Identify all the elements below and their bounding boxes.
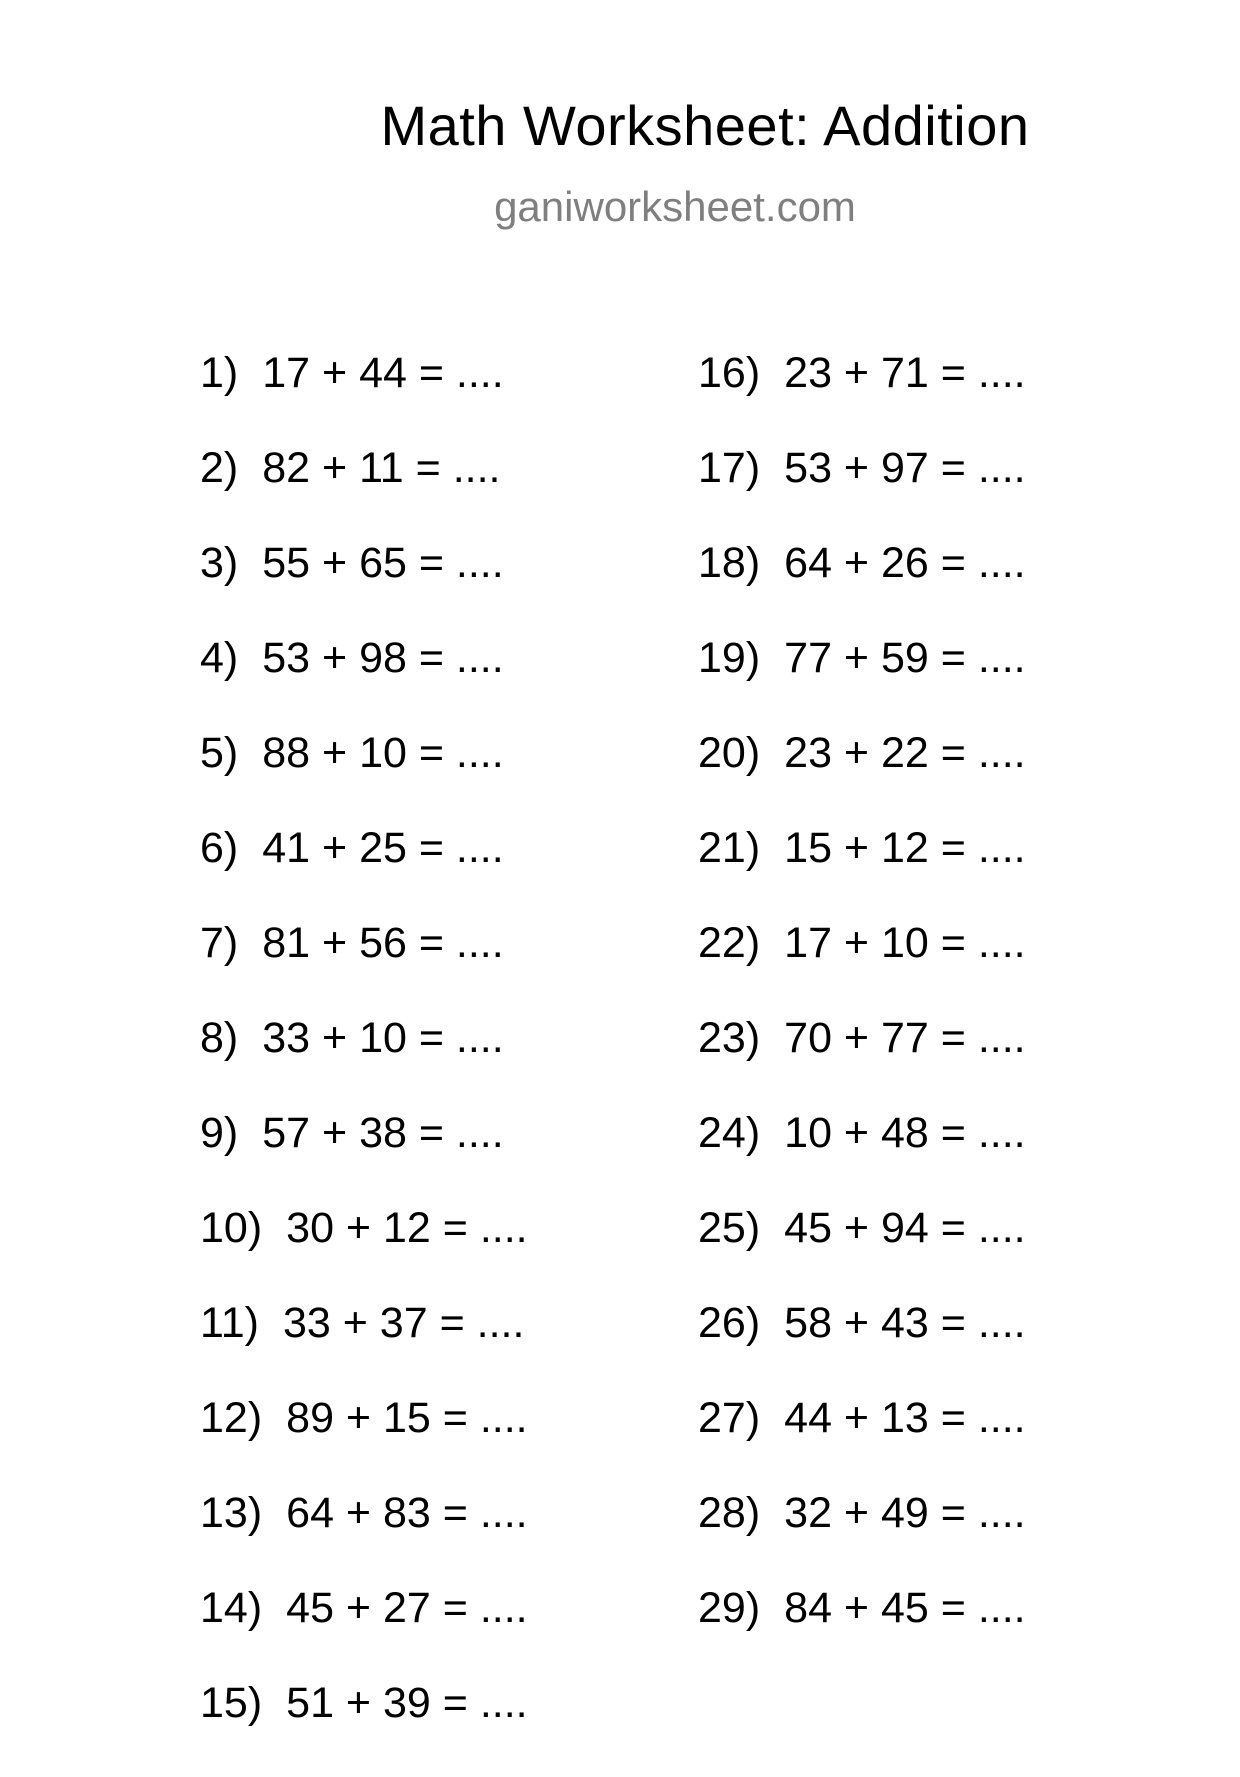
- problem-item: [200, 919, 528, 1017]
- problem-number: 8): [200, 1014, 239, 1062]
- problem-number: 14): [200, 1584, 263, 1632]
- problem-item: [698, 444, 1026, 542]
- problem-item: [698, 824, 1026, 922]
- problem-expression: 45 + 94 = ....: [784, 1204, 1026, 1252]
- problem-number: 11): [200, 1299, 259, 1347]
- problem-expression: 33 + 10 = ....: [262, 1014, 504, 1062]
- problem-expression: 77 + 59 = ....: [784, 634, 1026, 682]
- problem-expression: 81 + 56 = ....: [262, 919, 504, 967]
- problem-item: [698, 1204, 1026, 1302]
- problem-expression: 53 + 97 = ....: [784, 444, 1026, 492]
- problem-item: [200, 539, 528, 637]
- problem-number: 9): [200, 1109, 239, 1157]
- problem-item: [698, 539, 1026, 637]
- problem-number: 2): [200, 444, 239, 492]
- problem-expression: 64 + 83 = ....: [286, 1489, 528, 1537]
- problem-number: 29): [698, 1584, 761, 1632]
- problem-item: [698, 1489, 1026, 1587]
- problem-item: [698, 634, 1026, 732]
- problem-number: 28): [698, 1489, 761, 1537]
- problem-number: 5): [200, 729, 239, 777]
- problem-number: 1): [200, 349, 239, 397]
- problem-item: [200, 1014, 528, 1112]
- problem-expression: 44 + 13 = ....: [784, 1394, 1026, 1442]
- problem-expression: 53 + 98 = ....: [262, 634, 504, 682]
- problem-expression: 58 + 43 = ....: [784, 1299, 1026, 1347]
- problem-number: 25): [698, 1204, 761, 1252]
- problem-expression: 15 + 12 = ....: [784, 824, 1026, 872]
- problem-expression: 33 + 37 = ....: [282, 1299, 525, 1347]
- problem-expression: 17 + 44 = ....: [262, 349, 504, 397]
- problem-item: [200, 1679, 528, 1777]
- problem-expression: 57 + 38 = ....: [262, 1109, 504, 1157]
- problem-expression: 41 + 25 = ....: [262, 824, 504, 872]
- problem-item: [200, 444, 528, 542]
- problem-item: [200, 729, 528, 827]
- problem-number: 27): [698, 1394, 761, 1442]
- problem-expression: 82 + 11 = ....: [262, 444, 501, 492]
- problem-expression: 84 + 45 = ....: [784, 1584, 1026, 1632]
- problem-number: 26): [698, 1299, 761, 1347]
- problem-number: 7): [200, 919, 239, 967]
- problem-item: [200, 634, 528, 732]
- problem-number: 6): [200, 824, 239, 872]
- problem-expression: 32 + 49 = ....: [784, 1489, 1026, 1537]
- problem-expression: 88 + 10 = ....: [262, 729, 504, 777]
- problem-expression: 55 + 65 = ....: [262, 539, 504, 587]
- problem-item: [698, 919, 1026, 1017]
- problem-item: [200, 824, 528, 922]
- problem-expression: 23 + 71 = ....: [784, 349, 1026, 397]
- problem-number: 3): [200, 539, 239, 587]
- problem-expression: 64 + 26 = ....: [784, 539, 1026, 587]
- problem-item: [698, 349, 1026, 447]
- problem-number: 4): [200, 634, 239, 682]
- problem-number: 17): [698, 444, 761, 492]
- problem-item: [200, 1489, 528, 1587]
- problem-number: 21): [698, 824, 761, 872]
- problem-number: 10): [200, 1204, 263, 1252]
- problem-item: [698, 1584, 1026, 1682]
- problem-item: [698, 1109, 1026, 1207]
- problem-expression: 30 + 12 = ....: [286, 1204, 528, 1252]
- problem-number: 23): [698, 1014, 761, 1062]
- problem-item: [698, 1014, 1026, 1112]
- problem-expression: 17 + 10 = ....: [784, 919, 1026, 967]
- problem-item: [200, 1584, 528, 1682]
- problem-number: 12): [200, 1394, 263, 1442]
- problem-number: 13): [200, 1489, 263, 1537]
- problem-number: 20): [698, 729, 761, 777]
- problem-number: 19): [698, 634, 761, 682]
- website-subtitle: ganiworksheet.com: [494, 183, 856, 230]
- problem-item: [698, 729, 1026, 827]
- problem-item: [200, 349, 528, 447]
- problem-number: 24): [698, 1109, 761, 1157]
- problem-expression: 23 + 22 = ....: [784, 729, 1026, 777]
- problems-column-right: [698, 349, 1026, 1682]
- problem-item: [698, 1299, 1026, 1397]
- problem-item: [200, 1109, 528, 1207]
- problem-item: [200, 1204, 528, 1302]
- problem-number: 15): [200, 1679, 263, 1727]
- problem-number: 22): [698, 919, 761, 967]
- problem-expression: 51 + 39 = ....: [286, 1679, 528, 1727]
- problem-item: [200, 1394, 528, 1492]
- problem-item: [200, 1299, 528, 1397]
- problem-item: [698, 1394, 1026, 1492]
- worksheet-title: Math Worksheet: Addition: [380, 94, 1030, 157]
- problem-expression: 70 + 77 = ....: [784, 1014, 1026, 1062]
- problem-expression: 45 + 27 = ....: [286, 1584, 528, 1632]
- problems-column-left: [200, 349, 528, 1777]
- problem-expression: 10 + 48 = ....: [784, 1109, 1026, 1157]
- problem-number: 18): [698, 539, 761, 587]
- problem-number: 16): [698, 349, 761, 397]
- problem-expression: 89 + 15 = ....: [286, 1394, 528, 1442]
